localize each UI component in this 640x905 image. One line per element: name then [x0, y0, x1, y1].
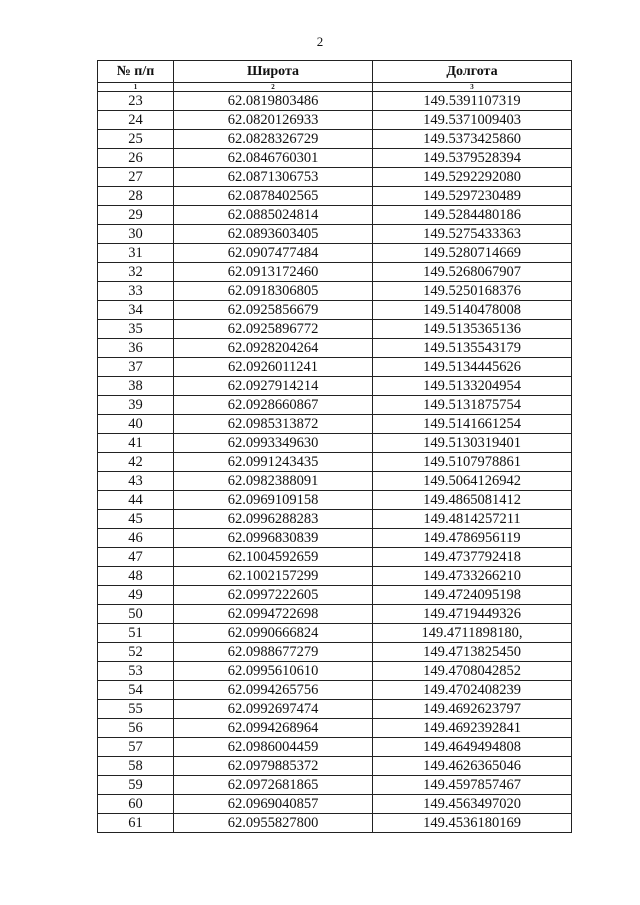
column-index: 1: [98, 83, 174, 92]
cell-longitude: 149.5373425860: [373, 130, 572, 149]
cell-longitude: 149.5131875754: [373, 396, 572, 415]
table-row: [98, 358, 572, 377]
cell-number: 51: [98, 624, 174, 643]
cell-number: 41: [98, 434, 174, 453]
table-row: [98, 472, 572, 491]
cell-longitude: 149.5371009403: [373, 111, 572, 130]
cell-longitude: 149.4536180169: [373, 814, 572, 833]
cell-longitude: 149.4711898180,: [373, 624, 572, 643]
cell-number: 32: [98, 263, 174, 282]
cell-number: 28: [98, 187, 174, 206]
cell-number: 54: [98, 681, 174, 700]
cell-latitude: 62.0926011241: [174, 358, 373, 377]
coordinates-table: [97, 60, 572, 833]
cell-longitude: 149.5391107319: [373, 92, 572, 111]
column-index-row: [98, 83, 572, 92]
cell-latitude: 62.0995610610: [174, 662, 373, 681]
cell-longitude: 149.5134445626: [373, 358, 572, 377]
cell-longitude: 149.4719449326: [373, 605, 572, 624]
page-number: 2: [316, 34, 324, 49]
table-row: [98, 130, 572, 149]
table-row: [98, 529, 572, 548]
column-header-longitude: Долгота: [373, 61, 572, 83]
table-body: [98, 92, 572, 833]
table-row: [98, 92, 572, 111]
column-index: 2: [174, 83, 373, 92]
cell-number: 36: [98, 339, 174, 358]
cell-number: 58: [98, 757, 174, 776]
table-row: [98, 396, 572, 415]
cell-number: 26: [98, 149, 174, 168]
cell-latitude: 62.0996830839: [174, 529, 373, 548]
table-row: [98, 453, 572, 472]
table-row: [98, 149, 572, 168]
cell-longitude: 149.5133204954: [373, 377, 572, 396]
table-row: [98, 377, 572, 396]
table-row: [98, 301, 572, 320]
table-row: [98, 814, 572, 833]
cell-number: 25: [98, 130, 174, 149]
cell-number: 61: [98, 814, 174, 833]
cell-longitude: 149.4563497020: [373, 795, 572, 814]
table-row: [98, 263, 572, 282]
cell-longitude: 149.5268067907: [373, 263, 572, 282]
cell-number: 27: [98, 168, 174, 187]
cell-longitude: 149.4626365046: [373, 757, 572, 776]
cell-number: 33: [98, 282, 174, 301]
table-row: [98, 624, 572, 643]
cell-longitude: 149.4692392841: [373, 719, 572, 738]
cell-longitude: 149.5140478008: [373, 301, 572, 320]
cell-latitude: 62.0820126933: [174, 111, 373, 130]
cell-number: 47: [98, 548, 174, 567]
cell-longitude: 149.4737792418: [373, 548, 572, 567]
cell-number: 42: [98, 453, 174, 472]
cell-longitude: 149.4708042852: [373, 662, 572, 681]
cell-latitude: 62.0985313872: [174, 415, 373, 434]
cell-longitude: 149.5064126942: [373, 472, 572, 491]
cell-latitude: 62.0928204264: [174, 339, 373, 358]
cell-latitude: 62.0871306753: [174, 168, 373, 187]
cell-longitude: 149.5135543179: [373, 339, 572, 358]
cell-latitude: 62.0846760301: [174, 149, 373, 168]
cell-latitude: 62.0986004459: [174, 738, 373, 757]
cell-number: 24: [98, 111, 174, 130]
table-row: [98, 339, 572, 358]
cell-longitude: 149.5141661254: [373, 415, 572, 434]
table-row: [98, 282, 572, 301]
table-row: [98, 111, 572, 130]
cell-number: 23: [98, 92, 174, 111]
column-header-number: № п/п: [98, 61, 174, 83]
cell-latitude: 62.0955827800: [174, 814, 373, 833]
cell-latitude: 62.0918306805: [174, 282, 373, 301]
cell-number: 34: [98, 301, 174, 320]
cell-latitude: 62.0913172460: [174, 263, 373, 282]
cell-latitude: 62.0969040857: [174, 795, 373, 814]
cell-number: 29: [98, 206, 174, 225]
cell-longitude: 149.4597857467: [373, 776, 572, 795]
table-row: [98, 320, 572, 339]
table-row: [98, 567, 572, 586]
cell-longitude: 149.5297230489: [373, 187, 572, 206]
cell-latitude: 62.0993349630: [174, 434, 373, 453]
cell-latitude: 62.0991243435: [174, 453, 373, 472]
cell-longitude: 149.4786956119: [373, 529, 572, 548]
cell-latitude: 62.0994268964: [174, 719, 373, 738]
cell-number: 53: [98, 662, 174, 681]
table-row: [98, 510, 572, 529]
cell-number: 30: [98, 225, 174, 244]
cell-latitude: 62.0982388091: [174, 472, 373, 491]
cell-latitude: 62.0925896772: [174, 320, 373, 339]
table-row: [98, 795, 572, 814]
cell-longitude: 149.5284480186: [373, 206, 572, 225]
cell-number: 39: [98, 396, 174, 415]
cell-latitude: 62.0885024814: [174, 206, 373, 225]
table-row: [98, 605, 572, 624]
cell-latitude: 62.0994265756: [174, 681, 373, 700]
table-row: [98, 586, 572, 605]
table-row: [98, 757, 572, 776]
cell-longitude: 149.5130319401: [373, 434, 572, 453]
table-row: [98, 415, 572, 434]
cell-number: 52: [98, 643, 174, 662]
cell-latitude: 62.0994722698: [174, 605, 373, 624]
cell-longitude: 149.4702408239: [373, 681, 572, 700]
cell-longitude: 149.5250168376: [373, 282, 572, 301]
cell-number: 59: [98, 776, 174, 795]
cell-number: 60: [98, 795, 174, 814]
cell-longitude: 149.4713825450: [373, 643, 572, 662]
cell-longitude: 149.4692623797: [373, 700, 572, 719]
cell-latitude: 62.1004592659: [174, 548, 373, 567]
cell-latitude: 62.0828326729: [174, 130, 373, 149]
cell-longitude: 149.4733266210: [373, 567, 572, 586]
cell-latitude: 62.0907477484: [174, 244, 373, 263]
cell-number: 31: [98, 244, 174, 263]
table-row: [98, 548, 572, 567]
cell-number: 43: [98, 472, 174, 491]
cell-number: 48: [98, 567, 174, 586]
cell-latitude: 62.0893603405: [174, 225, 373, 244]
cell-latitude: 62.0969109158: [174, 491, 373, 510]
table-row: [98, 643, 572, 662]
cell-latitude: 62.0819803486: [174, 92, 373, 111]
header-row: [98, 61, 572, 83]
cell-longitude: 149.4724095198: [373, 586, 572, 605]
cell-latitude: 62.0925856679: [174, 301, 373, 320]
cell-longitude: 149.5107978861: [373, 453, 572, 472]
cell-number: 56: [98, 719, 174, 738]
table-row: [98, 206, 572, 225]
table-row: [98, 225, 572, 244]
table-row: [98, 491, 572, 510]
cell-latitude: 62.0988677279: [174, 643, 373, 662]
table-row: [98, 434, 572, 453]
cell-number: 40: [98, 415, 174, 434]
cell-longitude: 149.4865081412: [373, 491, 572, 510]
cell-number: 55: [98, 700, 174, 719]
cell-latitude: 62.0992697474: [174, 700, 373, 719]
cell-latitude: 62.0927914214: [174, 377, 373, 396]
cell-latitude: 62.1002157299: [174, 567, 373, 586]
cell-number: 38: [98, 377, 174, 396]
cell-number: 37: [98, 358, 174, 377]
table-row: [98, 187, 572, 206]
cell-latitude: 62.0878402565: [174, 187, 373, 206]
cell-number: 35: [98, 320, 174, 339]
table-row: [98, 738, 572, 757]
cell-number: 57: [98, 738, 174, 757]
cell-longitude: 149.5135365136: [373, 320, 572, 339]
cell-longitude: 149.5292292080: [373, 168, 572, 187]
cell-latitude: 62.0996288283: [174, 510, 373, 529]
cell-latitude: 62.0997222605: [174, 586, 373, 605]
table-row: [98, 244, 572, 263]
cell-longitude: 149.5379528394: [373, 149, 572, 168]
cell-number: 46: [98, 529, 174, 548]
cell-longitude: 149.5280714669: [373, 244, 572, 263]
cell-latitude: 62.0928660867: [174, 396, 373, 415]
table-row: [98, 168, 572, 187]
cell-number: 45: [98, 510, 174, 529]
cell-number: 50: [98, 605, 174, 624]
cell-number: 49: [98, 586, 174, 605]
table-row: [98, 776, 572, 795]
cell-longitude: 149.5275433363: [373, 225, 572, 244]
table-row: [98, 681, 572, 700]
column-header-latitude: Широта: [174, 61, 373, 83]
table-row: [98, 719, 572, 738]
cell-latitude: 62.0972681865: [174, 776, 373, 795]
cell-longitude: 149.4814257211: [373, 510, 572, 529]
cell-longitude: 149.4649494808: [373, 738, 572, 757]
cell-latitude: 62.0979885372: [174, 757, 373, 776]
column-index: 3: [373, 83, 572, 92]
cell-latitude: 62.0990666824: [174, 624, 373, 643]
table-row: [98, 662, 572, 681]
table-row: [98, 700, 572, 719]
cell-number: 44: [98, 491, 174, 510]
